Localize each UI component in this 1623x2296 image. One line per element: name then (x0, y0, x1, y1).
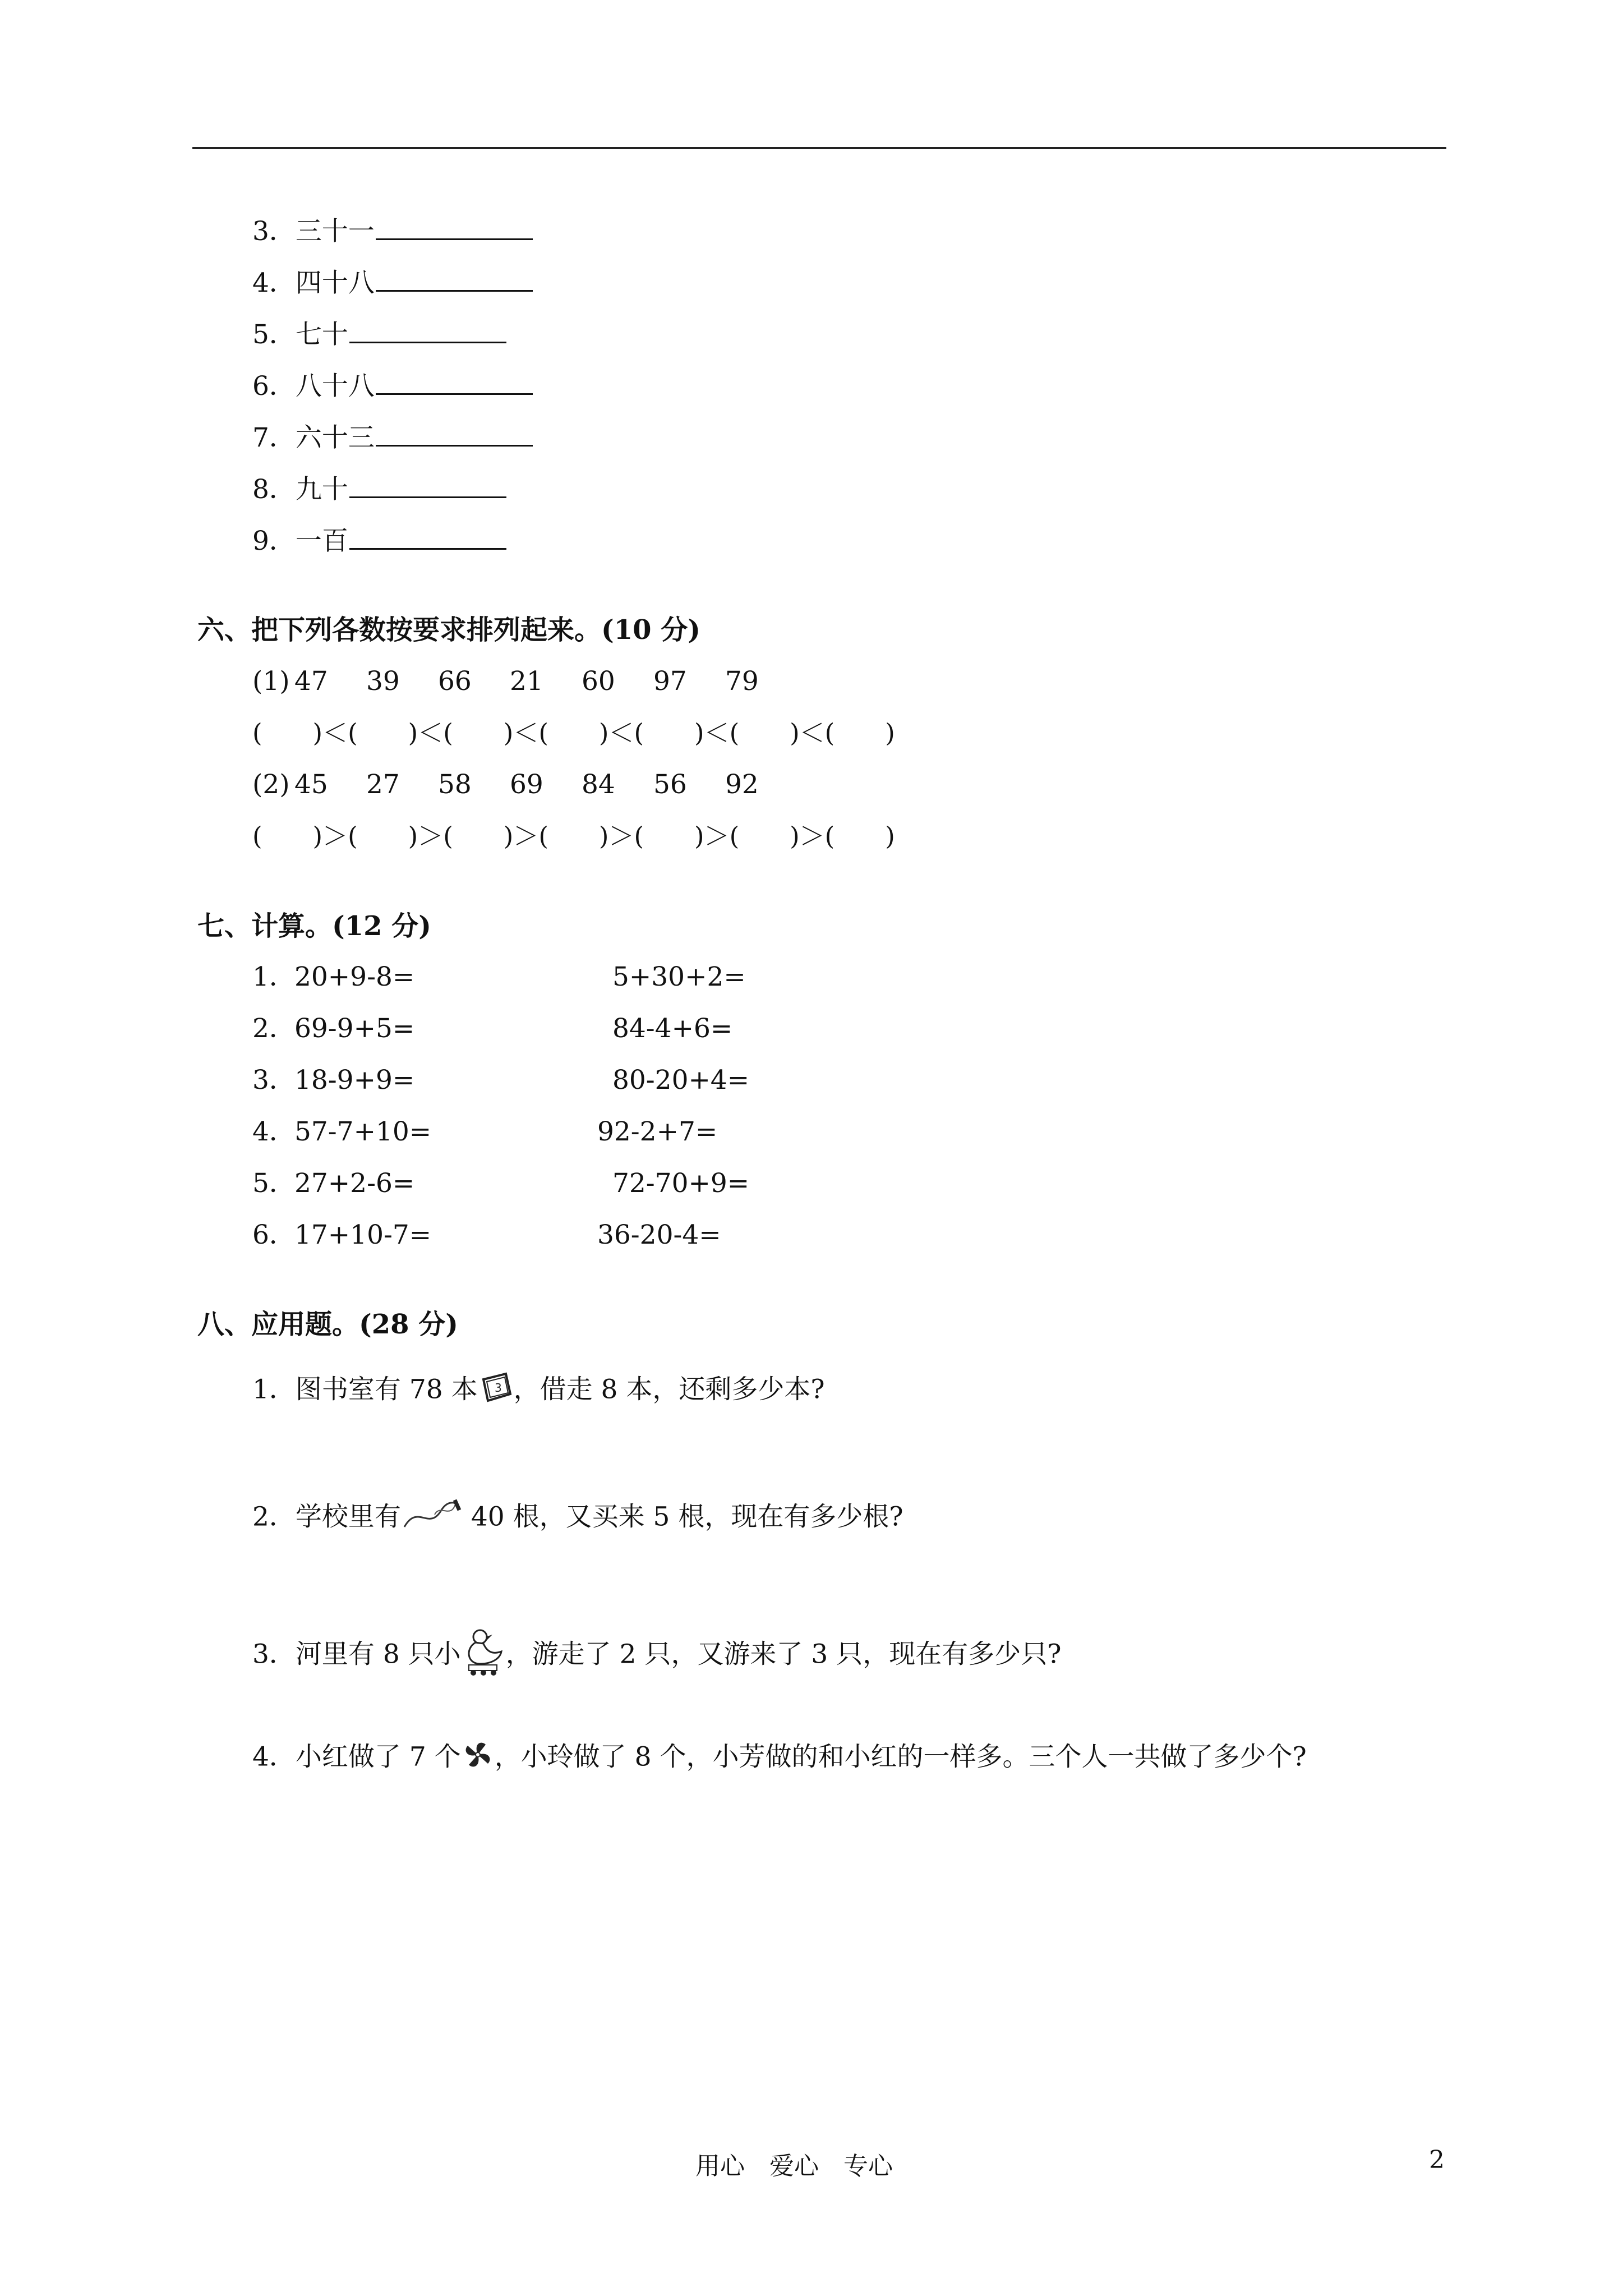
number-item: 60 (582, 666, 615, 697)
calc-right: 5+30+2= (612, 961, 746, 992)
item-word: 六十三 (295, 422, 375, 453)
problem-text: 40 根，又买来 5 根，现在有多少根? (462, 1501, 903, 1533)
calc-number: 3． (252, 1065, 296, 1096)
calc-number: 6． (252, 1220, 296, 1250)
item-word: 四十八 (295, 268, 375, 298)
number-item: 69 (510, 769, 543, 800)
word-problem-2 (252, 1498, 903, 1540)
calc-number: 1． (252, 961, 296, 992)
item-number: 7． (252, 422, 296, 453)
number-item: 21 (510, 666, 543, 697)
item-word: 九十 (295, 474, 348, 505)
answer-blank[interactable] (349, 474, 506, 498)
number-item: 45 (294, 769, 328, 800)
problem-text: ，小玲做了 8 个，小芳做的和小红的一样多。三个人一共做了多少个? (494, 1741, 1307, 1773)
number-item: 27 (366, 769, 400, 800)
word-problem-4 (252, 1739, 1307, 1779)
item-number: 5． (252, 319, 296, 350)
calc-right: 36-20-4= (597, 1220, 721, 1250)
answer-blank[interactable] (376, 216, 533, 240)
list-item (252, 421, 533, 455)
number-item: 84 (582, 769, 615, 800)
list-item (252, 370, 533, 403)
item-number: 8． (252, 474, 296, 505)
section8-title: 八、应用题。(28 分) (197, 1309, 458, 1340)
answer-blank[interactable] (349, 319, 506, 343)
item-word: 七十 (295, 319, 348, 350)
item-word: 一百 (295, 526, 348, 556)
calc-left: 17+10-7= (294, 1220, 432, 1250)
calc-right: 72-70+9= (612, 1168, 750, 1199)
problem-text: ，游走了 2 只，又游来了 3 只，现在有多少只? (505, 1639, 1062, 1670)
item-number: 6． (252, 371, 296, 402)
calc-right: 92-2+7= (597, 1116, 718, 1147)
item-word: 八十八 (295, 371, 375, 402)
problem-text: 2．学校里有 (252, 1501, 401, 1533)
calc-right: 80-20+4= (612, 1065, 750, 1096)
problem-text: 3．河里有 8 只小 (252, 1639, 461, 1670)
answer-blank[interactable] (376, 422, 533, 447)
word-problem-1 (252, 1372, 825, 1411)
list-item (252, 266, 533, 300)
pinwheel-icon (461, 1739, 495, 1779)
problem-text: ，借走 8 本，还剩多少本? (513, 1374, 825, 1405)
page-number: 2 (1429, 2146, 1445, 2174)
list-item (252, 318, 506, 352)
problem-text: 1．图书室有 78 本 (252, 1374, 478, 1405)
jump-rope-icon (401, 1498, 463, 1540)
footer-motto: 用心 爱心 专心 (695, 2152, 893, 2180)
item-word: 三十一 (295, 216, 375, 247)
list-item (252, 473, 506, 507)
word-problem-3 (252, 1627, 1061, 1686)
list-item (252, 524, 506, 558)
number-item: 79 (725, 666, 759, 697)
number-item: 39 (366, 666, 400, 697)
calc-number: 4． (252, 1116, 296, 1147)
item-number: 9． (252, 526, 296, 556)
calc-number: 5． (252, 1168, 296, 1199)
calc-right: 84-4+6= (612, 1013, 733, 1044)
ascending-order-row[interactable]: ( )＜( )＜( )＜( )＜( )＜( )＜( ) (252, 718, 895, 748)
svg-text:3: 3 (494, 1381, 502, 1395)
part-label: (1) (252, 666, 290, 697)
calc-number: 2． (252, 1013, 296, 1044)
number-item: 66 (438, 666, 472, 697)
number-item: 58 (438, 769, 472, 800)
item-number: 3． (252, 216, 296, 247)
duck-icon (461, 1627, 506, 1686)
calc-left: 69-9+5= (294, 1013, 415, 1044)
header-rule (192, 147, 1446, 149)
part-label: (2) (252, 769, 290, 800)
book-icon (478, 1372, 514, 1411)
number-item: 92 (725, 769, 759, 800)
section6-title: 六、把下列各数按要求排列起来。(10 分) (197, 614, 700, 646)
calc-left: 18-9+9= (294, 1065, 415, 1096)
section7-title: 七、计算。(12 分) (197, 910, 431, 942)
list-item (252, 215, 533, 249)
calc-left: 57-7+10= (294, 1116, 432, 1147)
answer-blank[interactable] (349, 526, 506, 550)
number-item: 56 (653, 769, 687, 800)
problem-text: 4．小红做了 7 个 (252, 1741, 461, 1773)
calc-left: 27+2-6= (294, 1168, 415, 1199)
calc-left: 20+9-8= (294, 961, 415, 992)
answer-blank[interactable] (376, 371, 533, 395)
item-number: 4． (252, 268, 296, 298)
descending-order-row[interactable]: ( )＞( )＞( )＞( )＞( )＞( )＞( ) (252, 821, 895, 851)
number-item: 47 (294, 666, 328, 697)
answer-blank[interactable] (376, 268, 533, 292)
number-item: 97 (653, 666, 687, 697)
